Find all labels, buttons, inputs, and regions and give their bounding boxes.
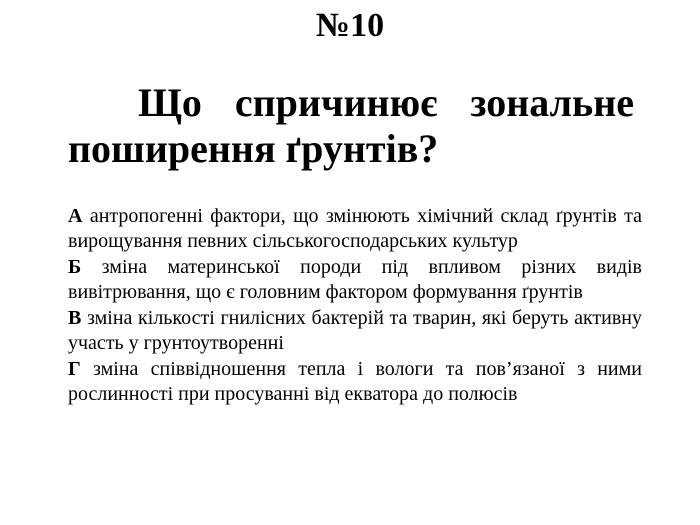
answer-option-b[interactable] (68, 255, 642, 305)
answer-text: зміна материнської породи під впливом різних видів вивітрювання, що є головним фактором формування ґрунтів (68, 256, 642, 303)
question-number: №10 (315, 7, 385, 44)
answer-option-a[interactable] (68, 204, 642, 254)
answer-option-g[interactable] (68, 357, 642, 407)
answer-letter: А (68, 205, 83, 227)
answer-option-v[interactable] (68, 306, 642, 356)
answer-text: зміна кількості гнилісних бактерій та тварин, які беруть активну участь у грунтоутворенні (68, 307, 642, 354)
question-text: Що спричинює зональне поширення ґрунтів? (68, 80, 634, 171)
answer-letter: Г (68, 358, 81, 380)
answer-letter: В (68, 307, 82, 329)
answer-letter: Б (68, 256, 82, 278)
answer-text: зміна співвідношення тепла і вологи та пов’язаної з ними рослинності при просуванні від екватора до полюсів (68, 358, 642, 405)
answer-list (68, 204, 642, 408)
answer-text: антропогенні фактори, що змінюють хімічний склад ґрунтів та вирощування певних сільськогосподарських культур (68, 205, 642, 252)
